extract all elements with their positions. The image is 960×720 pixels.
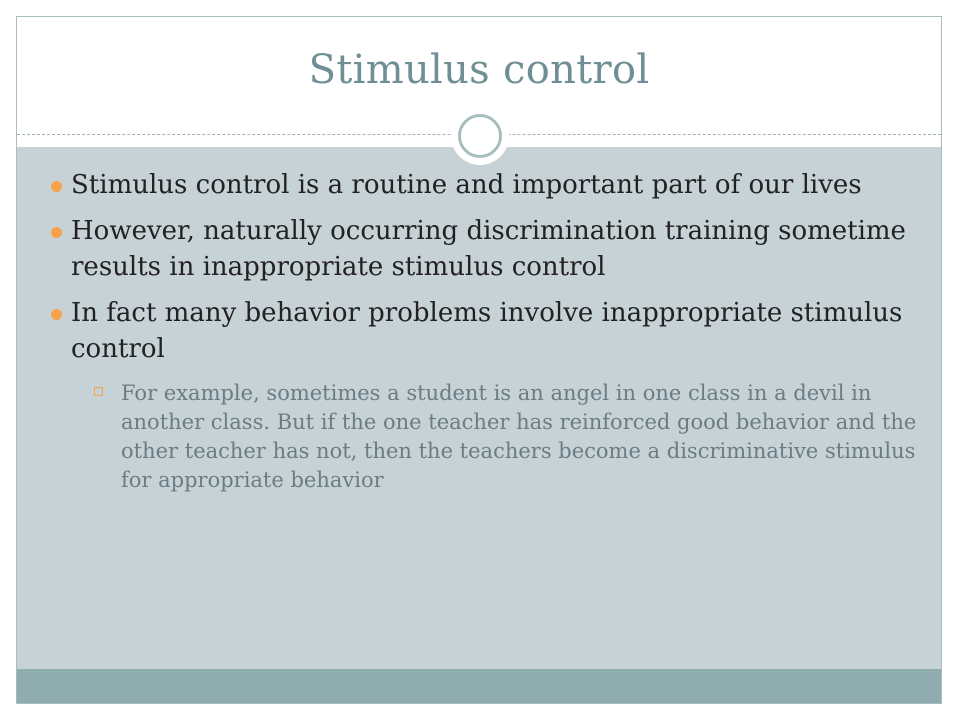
bullet-list: [51, 167, 921, 505]
ring-inner: [458, 114, 502, 158]
bullet-dot-icon: [51, 181, 62, 192]
ring-icon: [451, 107, 509, 165]
slide-title: Stimulus control: [308, 47, 650, 93]
footer-bar: [17, 669, 941, 703]
bullet-item: [51, 295, 921, 495]
sub-bullet-item: [71, 379, 921, 495]
bullet-dot-icon: [51, 309, 62, 320]
bullet-text: Stimulus control is a routine and important part of our lives: [71, 170, 862, 200]
slide: [16, 16, 942, 704]
bullet-text: In fact many behavior problems involve inappropriate stimulus control: [71, 298, 903, 364]
bullet-text: However, naturally occurring discrimination training sometime results in inappropriate stimulus control: [71, 216, 906, 282]
sub-bullet-text: For example, sometimes a student is an angel in one class in a devil in another class. But if the one teacher has reinforced good behavior and the other teacher has not, then the teachers become a discriminative stimulus for appropriate behavior: [121, 381, 917, 492]
bullet-item: [51, 167, 921, 203]
bullet-dot-icon: [51, 227, 62, 238]
bullet-item: [51, 213, 921, 285]
square-bullet-icon: [94, 387, 103, 396]
